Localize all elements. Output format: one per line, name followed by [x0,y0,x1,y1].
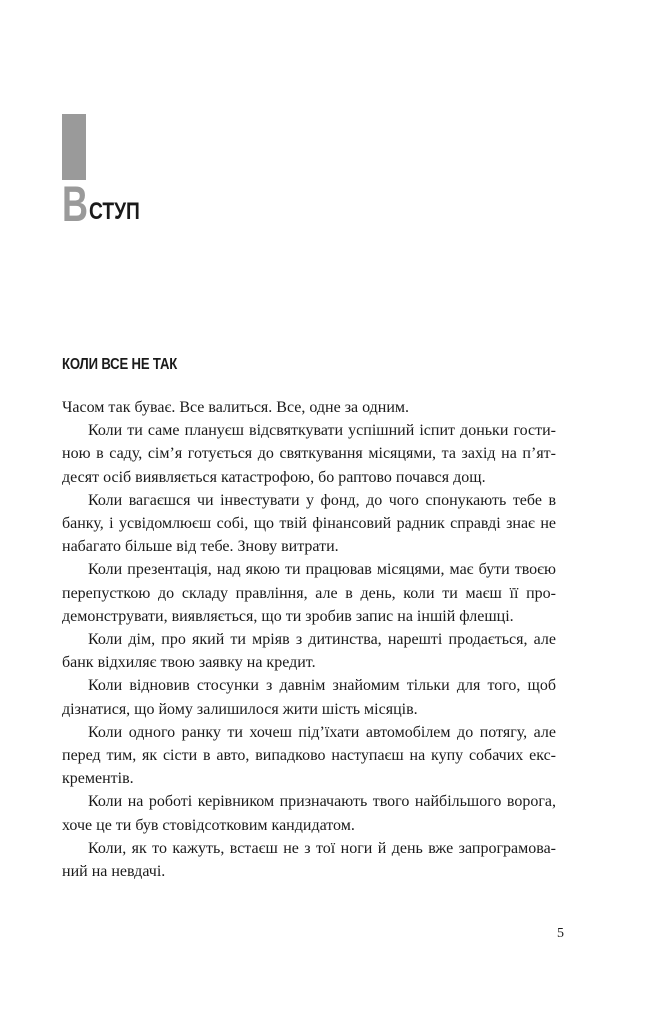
section-heading: КОЛИ ВСЕ НЕ ТАК [62,356,178,373]
chapter-title [62,176,153,232]
paragraph: Коли презентація, над якою ти працював місяцями, має бути твоєю перепусткою до складу правління, але в день, коли ти маєш її продемонструвати, виявляється, що ти зробив запис на іншій флешці. [62,561,556,625]
paragraph: Коли, як то кажуть, встаєш не з тої ноги й день вже запрограмований на невдачі. [62,839,556,881]
body-text [62,396,556,883]
paragraph: Коли відновив стосунки з давнім знайомим тільки для того, щоб дізнатися, що йому залишилося жити шість місяців. [62,677,556,718]
paragraph: Коли одного ранку ти хочеш під’їхати автомобілем до потягу, але перед тим, як сісти в авто, випадково наступаєш на купу собачих екскрементів. [62,723,556,788]
paragraph: Коли ти саме плануєш відсвяткувати успішний іспит доньки гостиною в саду, сім’я готується до святкування місяцями, та захід на п’ятдесят осіб виявляється катастрофою, бо раптово почався дощ. [62,422,556,486]
page-number: 5 [557,926,564,941]
paragraph: Коли на роботі керівником призначають твого найбільшого ворога, хоче це ти був стовідсотковим кандидатом. [62,793,556,834]
chapter-accent-bar [62,114,86,180]
paragraph: Коли дім, про який ти мріяв з дитинства, нарешті продається, але банк відхиляє твою заявку на кредит. [62,631,556,672]
paragraph: Коли вагаєшся чи інвестувати у фонд, до чого спонукають тебе в банку, і усвідомлюєш собі, що твій фінансовий радник справді знає не набагато більше від тебе. Знову витрати. [62,491,556,556]
chapter-title-initial: В [62,176,88,232]
chapter-title-rest: СТУП [89,198,140,225]
paragraph: Часом так буває. Все валиться. Все, одне за одним. [62,399,410,416]
